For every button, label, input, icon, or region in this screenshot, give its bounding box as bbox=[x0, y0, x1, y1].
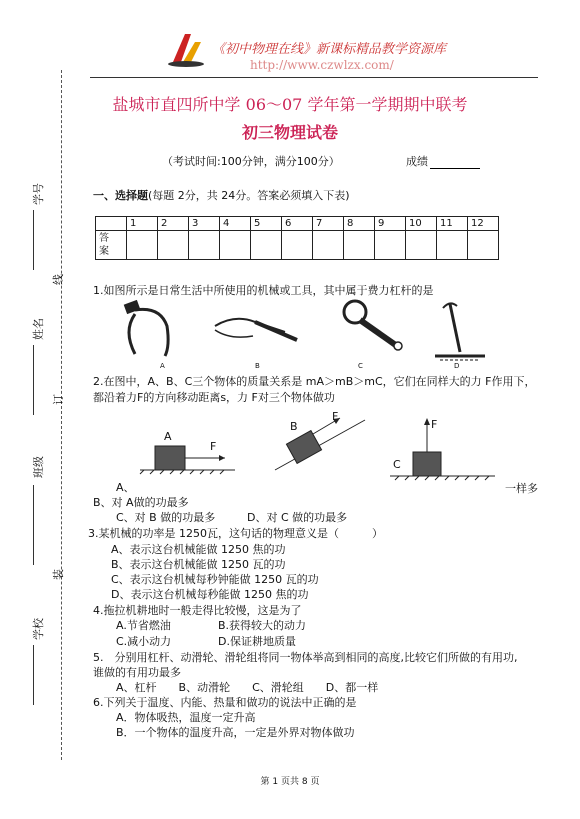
answer-cell[interactable] bbox=[375, 231, 406, 260]
header-site-name: 《初中物理在线》新课标精品教学资源库 bbox=[212, 42, 447, 57]
header-url[interactable]: http://www.czwlzx.com/ bbox=[250, 58, 394, 72]
q4-option-d: D.保证耕地质量 bbox=[218, 635, 296, 648]
answer-cell[interactable] bbox=[406, 231, 437, 260]
answer-cell[interactable] bbox=[468, 231, 499, 260]
block-c bbox=[390, 418, 495, 480]
question-2-line1: 2.在图中，A、B、C三个物体的质量关系是 mA＞mB＞mC，它们在同样大的力 F作用下， bbox=[93, 375, 536, 388]
block-a bbox=[140, 446, 235, 474]
page-footer: 第 1 页共 8 页 bbox=[260, 777, 320, 787]
q3-option-b: B、表示这台机械能做 1250 瓦的功 bbox=[111, 558, 286, 571]
score-blank[interactable] bbox=[430, 168, 480, 169]
binding-line bbox=[61, 70, 62, 760]
q1-label-c: C bbox=[358, 362, 363, 370]
q3-option-d: D、表示这台机械每秒能做 1250 焦的功 bbox=[111, 588, 309, 601]
answer-cell[interactable] bbox=[251, 231, 282, 260]
table-answer-row bbox=[96, 231, 499, 260]
q4-option-b: B.获得较大的动力 bbox=[218, 619, 307, 632]
q2-option-b: B、对 A做的功最多 bbox=[93, 496, 189, 509]
side-label-zhuang: 装 bbox=[52, 569, 65, 580]
table-cell: 7 bbox=[313, 217, 344, 231]
q2-option-a-text: 一样多 bbox=[505, 482, 538, 495]
q1-tools-illustration bbox=[105, 296, 495, 366]
q6-option-b: B．一个物体的温度升高，一定是外界对物体做功 bbox=[116, 726, 355, 739]
header-rule bbox=[90, 77, 538, 78]
section1-heading bbox=[93, 187, 350, 203]
table-cell: 8 bbox=[344, 217, 375, 231]
q1-label-a: A bbox=[160, 362, 165, 370]
answer-cell[interactable] bbox=[158, 231, 189, 260]
page-title: 盐城市直四所中学 06～07 学年第一学期期中联考 bbox=[112, 95, 468, 114]
side-label-class: 班级 bbox=[32, 456, 45, 478]
q2-label-f2: F bbox=[332, 410, 339, 423]
exam-info: （考试时间:100分钟，满分100分） bbox=[162, 155, 340, 168]
question-1: 1.如图所示是日常生活中所使用的机械或工具，其中属于费力杠杆的是 bbox=[93, 284, 434, 297]
side-line bbox=[33, 345, 34, 415]
side-label-line: 线 bbox=[52, 274, 65, 285]
q2-label-a: A bbox=[164, 430, 172, 443]
question-2-line2: 都沿着力F的方向移动距离s，力 F对三个物体做功 bbox=[93, 391, 335, 404]
score-field bbox=[406, 153, 480, 169]
q2-label-f3: F bbox=[431, 418, 438, 431]
q5-options: A、杠杆 B、动滑轮 C、滑轮组 D、都一样 bbox=[116, 681, 379, 694]
side-line bbox=[33, 210, 34, 270]
page-subtitle: 初三物理试卷 bbox=[241, 123, 338, 142]
q2-option-d: D、对 C 做的功最多 bbox=[247, 511, 348, 524]
table-cell: 5 bbox=[251, 217, 282, 231]
side-label-name: 姓名 bbox=[32, 318, 45, 340]
q2-label-c: C bbox=[393, 458, 401, 471]
side-line bbox=[33, 645, 34, 705]
row-label-top: 答 bbox=[99, 233, 109, 244]
answer-cell[interactable] bbox=[437, 231, 468, 260]
answer-cell[interactable] bbox=[282, 231, 313, 260]
answer-cell[interactable] bbox=[220, 231, 251, 260]
q2-option-a: A、 bbox=[116, 481, 135, 494]
answer-cell[interactable] bbox=[189, 231, 220, 260]
q1-label-d: D bbox=[454, 362, 460, 370]
question-5-line2: 谁做的有用功最多 bbox=[93, 666, 181, 679]
section1-title: 一、选择题 bbox=[93, 189, 148, 202]
bottle-opener-icon bbox=[344, 301, 402, 350]
table-cell: 1 bbox=[127, 217, 158, 231]
table-cell: 9 bbox=[375, 217, 406, 231]
question-6: 6.下列关于温度、内能、热量和做功的说法中正确的是 bbox=[93, 696, 357, 709]
table-cell: 10 bbox=[406, 217, 437, 231]
hand-tool-icon bbox=[215, 319, 297, 340]
site-logo bbox=[165, 28, 207, 70]
table-header-row bbox=[96, 217, 499, 231]
block-b bbox=[275, 418, 365, 470]
side-label-student-id: 学号 bbox=[32, 183, 45, 205]
q2-label-b: B bbox=[290, 420, 298, 433]
q3-option-a: A、表示这台机械能做 1250 焦的功 bbox=[111, 543, 286, 556]
answer-table bbox=[95, 216, 499, 260]
side-line bbox=[33, 485, 34, 565]
table-cell: 4 bbox=[220, 217, 251, 231]
table-cell: 6 bbox=[282, 217, 313, 231]
answer-cell[interactable] bbox=[344, 231, 375, 260]
side-label-school: 学校 bbox=[32, 618, 45, 640]
answer-cell[interactable] bbox=[127, 231, 158, 260]
score-label: 成绩 bbox=[406, 155, 428, 168]
q2-label-f1: F bbox=[210, 440, 217, 453]
pliers-icon bbox=[124, 300, 168, 356]
section1-note: (每题 2分，共 24分。答案必须填入下表) bbox=[148, 189, 350, 202]
table-cell bbox=[96, 217, 127, 231]
table-cell: 12 bbox=[468, 217, 499, 231]
question-4: 4.拖拉机耕地时一般走得比较慢，这是为了 bbox=[93, 604, 302, 617]
question-5-line1: 5. 分别用杠杆、动滑轮、滑轮组将同一物体举高到相同的高度,比较它们所做的有用功, bbox=[93, 651, 518, 664]
table-cell: 2 bbox=[158, 217, 189, 231]
question-3: 3.某机械的功率是 1250瓦，这句话的物理意义是（ ） bbox=[88, 527, 383, 540]
q2-force-diagram bbox=[100, 408, 520, 488]
table-cell: 3 bbox=[189, 217, 220, 231]
q6-option-a: A．物体吸热，温度一定升高 bbox=[116, 711, 256, 724]
answer-cell[interactable] bbox=[313, 231, 344, 260]
table-row-label bbox=[96, 231, 127, 260]
q4-option-c: C.减小动力 bbox=[116, 635, 172, 648]
table-cell: 11 bbox=[437, 217, 468, 231]
q1-label-b: B bbox=[255, 362, 260, 370]
q4-option-a: A.节省燃油 bbox=[116, 619, 171, 632]
side-label-ding: 订 bbox=[52, 394, 65, 405]
q3-option-c: C、表示这台机械每秒钟能做 1250 瓦的功 bbox=[111, 573, 319, 586]
row-label-bottom: 案 bbox=[99, 246, 109, 257]
q2-option-c: C、对 B 做的功最多 bbox=[116, 511, 216, 524]
crowbar-icon bbox=[435, 303, 485, 360]
